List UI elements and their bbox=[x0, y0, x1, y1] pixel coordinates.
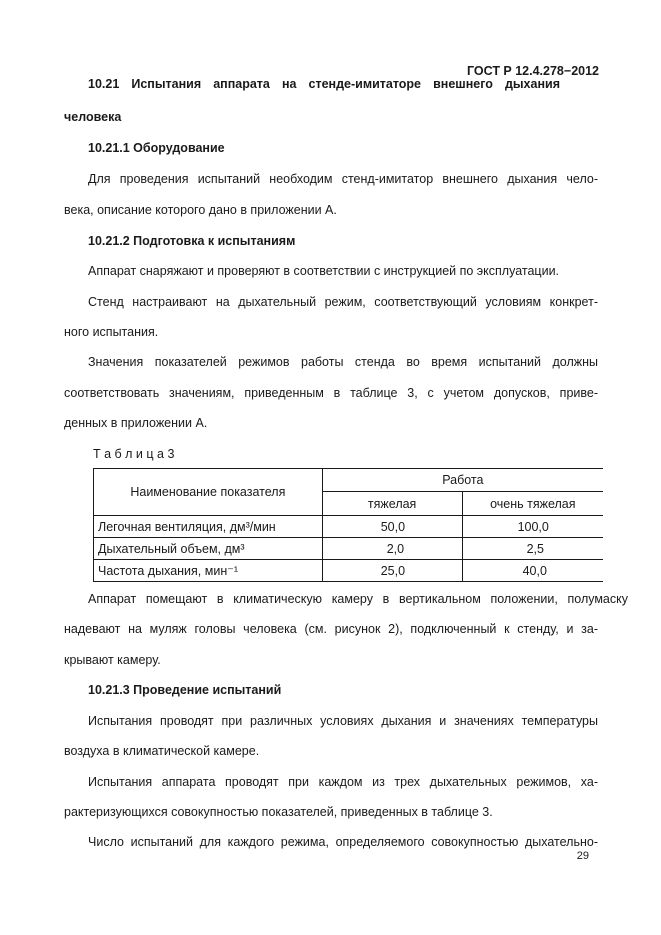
row-name: Частота дыхания, мин⁻¹ bbox=[94, 560, 323, 582]
column-header-heavy: тяжелая bbox=[322, 492, 462, 516]
section-title-10-21-cont: человека bbox=[64, 110, 122, 124]
paragraph-line: соответствовать значениям, приведенным в таблице 3, с учетом допусков, приве- bbox=[64, 386, 598, 400]
table-caption: Т а б л и ц а 3 bbox=[93, 447, 175, 461]
paragraph-line: крывают камеру. bbox=[64, 653, 161, 667]
table-3 bbox=[93, 468, 603, 582]
cell-very-heavy: 40,0 bbox=[462, 560, 603, 582]
subsection-title-10-21-1: 10.21.1 Оборудование bbox=[88, 141, 225, 155]
cell-heavy: 2,0 bbox=[322, 538, 462, 560]
paragraph-line: воздуха в климатической камере. bbox=[64, 744, 260, 758]
table-row bbox=[94, 516, 604, 538]
paragraph-line: надевают на муляж головы человека (см. рисунок 2), подключенный к стенду, и за- bbox=[64, 622, 598, 636]
row-name: Легочная вентиляция, дм³/мин bbox=[94, 516, 323, 538]
subsection-title-10-21-2: 10.21.2 Подготовка к испытаниям bbox=[88, 234, 296, 248]
paragraph-line: Аппарат снаряжают и проверяют в соответствии с инструкцией по эксплуатации. bbox=[88, 264, 560, 278]
row-name: Дыхательный объем, дм³ bbox=[94, 538, 323, 560]
paragraph-line: рактеризующихся совокупностью показателей, приведенных в таблице 3. bbox=[64, 805, 493, 819]
paragraph-line: века, описание которого дано в приложении А. bbox=[64, 203, 337, 217]
paragraph-line: Значения показателей режимов работы стенда во время испытаний должны bbox=[88, 355, 598, 369]
page-number: 29 bbox=[576, 850, 589, 862]
paragraph-line: Аппарат помещают в климатическую камеру в вертикальном положении, полумаску bbox=[88, 592, 628, 606]
paragraph-line: Испытания аппарата проводят при каждом из трех дыхательных режимов, ха- bbox=[88, 775, 598, 789]
paragraph-line: Число испытаний для каждого режима, определяемого совокупностью дыхательно- bbox=[88, 835, 598, 849]
subsection-title-10-21-3: 10.21.3 Проведение испытаний bbox=[88, 683, 282, 697]
cell-very-heavy: 100,0 bbox=[462, 516, 603, 538]
paragraph-line: Стенд настраивают на дыхательный режим, соответствующий условиям конкрет- bbox=[88, 295, 598, 309]
section-title-10-21: 10.21 Испытания аппарата на стенде-имитаторе внешнего дыхания bbox=[88, 77, 560, 91]
document-code: ГОСТ Р 12.4.278−2012 bbox=[466, 64, 599, 78]
column-group-header-work: Работа bbox=[322, 469, 603, 492]
paragraph-line: Для проведения испытаний необходим стенд-имитатор внешнего дыхания чело- bbox=[88, 172, 598, 186]
table-row bbox=[94, 538, 604, 560]
cell-heavy: 50,0 bbox=[322, 516, 462, 538]
cell-heavy: 25,0 bbox=[322, 560, 462, 582]
column-header-name: Наименование показателя bbox=[94, 469, 323, 516]
cell-very-heavy: 2,5 bbox=[462, 538, 603, 560]
paragraph-line: денных в приложении А. bbox=[64, 416, 208, 430]
column-header-very-heavy: очень тяжелая bbox=[462, 492, 603, 516]
paragraph-line: Испытания проводят при различных условиях дыхания и значениях температуры bbox=[88, 714, 598, 728]
paragraph-line: ного испытания. bbox=[64, 325, 159, 339]
table-row bbox=[94, 560, 604, 582]
